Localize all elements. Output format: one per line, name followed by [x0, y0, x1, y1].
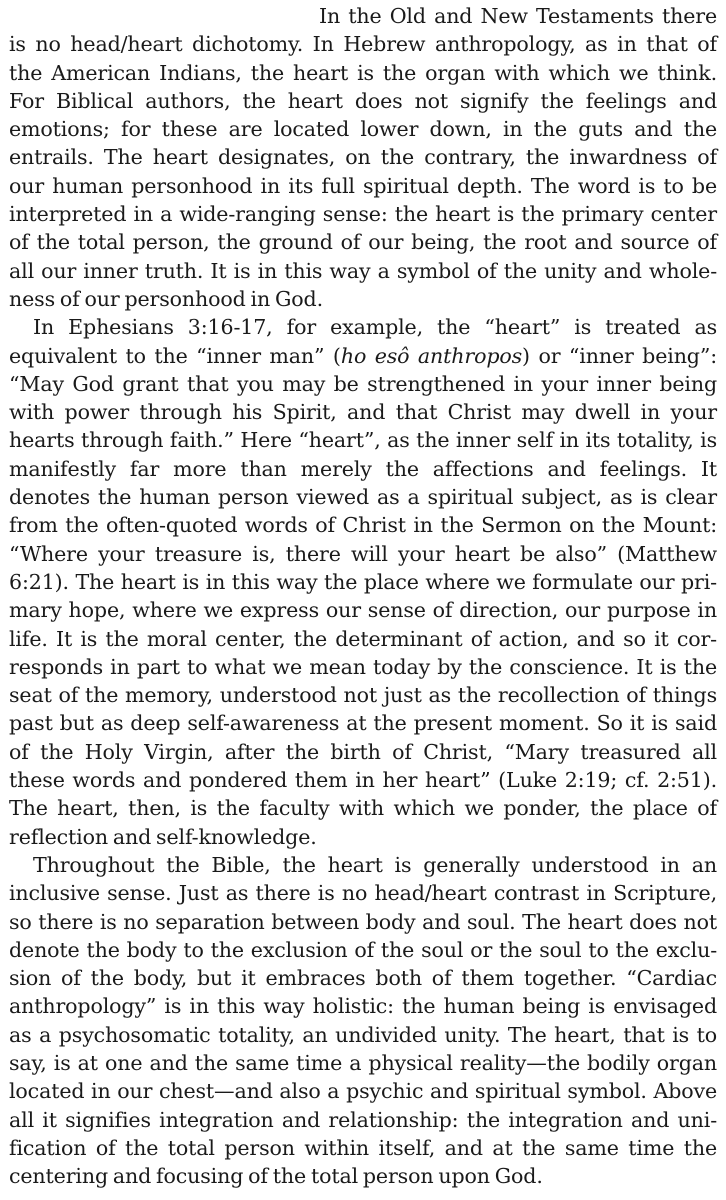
text-line: ness of our personhood in God. [9, 286, 323, 311]
text-line: the American Indians, the heart is the organ with which we think. [9, 60, 717, 85]
text-line: denotes the human person viewed as a spiritual subject, as is clear [9, 485, 717, 510]
text-line: of the Holy Virgin, after the birth of Christ, “Mary treasured all [9, 739, 717, 764]
text-line: seat of the memory, understood not just as the recollection of things [9, 683, 717, 708]
text-line: The heart, then, is the faculty with which we ponder, the place of [9, 796, 717, 821]
text-line: emotions; for these are located lower down, in the guts and the [9, 117, 717, 142]
text-line: all it signifies integration and relationship: the integration and uni- [9, 1107, 717, 1132]
text-line: from the often-quoted words of Christ in the Sermon on the Mount: [9, 513, 717, 538]
text-line: say, is at one and the same time a physical reality—the bodily organ [9, 1050, 717, 1075]
text-line: all our inner truth. It is in this way a symbol of the unity and whole- [9, 258, 717, 283]
paragraph-1 [9, 2, 717, 313]
text-line: sion of the body, but it embraces both of them together. “Cardiac [9, 966, 717, 991]
paragraph-3 [9, 851, 717, 1191]
text-line: hearts through faith.” Here “heart”, as the inner self in its totality, is [9, 428, 717, 453]
text-line: centering and focusing of the total person upon God. [9, 1164, 543, 1189]
text-line: In Ephesians 3:16-17, for example, the “heart” is treated as [33, 315, 717, 340]
text-line: inclusive sense. Just as there is no head/heart contrast in Scripture, [9, 881, 717, 906]
text-line: is no head/heart dichotomy. In Hebrew anthropology, as in that of [9, 32, 717, 57]
text-line: “Where your treasure is, there will your heart be also” (Matthew [9, 541, 717, 566]
paragraph-2 [9, 313, 717, 851]
text-line: these words and pondered them in her heart” (Luke 2:19; cf. 2:51). [9, 768, 717, 793]
text-line: of the total person, the ground of our being, the root and source of [9, 230, 717, 255]
text-segment: equivalent to the “inner man” ( [9, 343, 341, 368]
text-line-with-italic [9, 342, 717, 370]
text-line: denote the body to the exclusion of the soul or the soul to the exclu- [9, 937, 717, 962]
text-line: past but as deep self-awareness at the present moment. So it is said [9, 711, 717, 736]
italic-greek-phrase: ho esô anthropos [340, 343, 523, 368]
text-line: interpreted in a wide-ranging sense: the heart is the primary center [9, 202, 717, 227]
text-line: responds in part to what we mean today by the conscience. It is the [9, 654, 717, 679]
text-line: For Biblical authors, the heart does not signify the feelings and [9, 88, 717, 113]
text-line: so there is no separation between body and soul. The heart does not [9, 909, 717, 934]
text-line: reflection and self-knowledge. [9, 824, 317, 849]
text-line: anthropology” is in this way holistic: the human being is envisaged [9, 994, 717, 1019]
text-line: Throughout the Bible, the heart is generally understood in an [33, 852, 717, 877]
text-line: “May God grant that you may be strengthened in your inner being [9, 371, 717, 396]
text-line: In the Old and New Testaments there [319, 4, 717, 28]
text-line: entrails. The heart designates, on the contrary, the inwardness of [9, 145, 717, 170]
text-line: our human personhood in its full spiritual depth. The word is to be [9, 173, 717, 198]
text-segment: ) or “inner being”: [522, 343, 718, 368]
text-line: mary hope, where we express our sense of direction, our purpose in [9, 598, 717, 623]
text-line: as a psychosomatic totality, an undivided unity. The heart, that is to [9, 1022, 717, 1047]
text-line: manifestly far more than merely the affections and feelings. It [9, 456, 717, 481]
text-line: located in our chest—and also a psychic and spiritual symbol. Above [9, 1079, 717, 1104]
text-line: life. It is the moral center, the determinant of action, and so it cor- [9, 626, 717, 651]
text-line: with power through his Spirit, and that Christ may dwell in your [9, 400, 717, 425]
text-line: fication of the total person within itself, and at the same time the [9, 1135, 717, 1160]
text-line: 6:21). The heart is in this way the place where we formulate our pri- [9, 569, 717, 594]
